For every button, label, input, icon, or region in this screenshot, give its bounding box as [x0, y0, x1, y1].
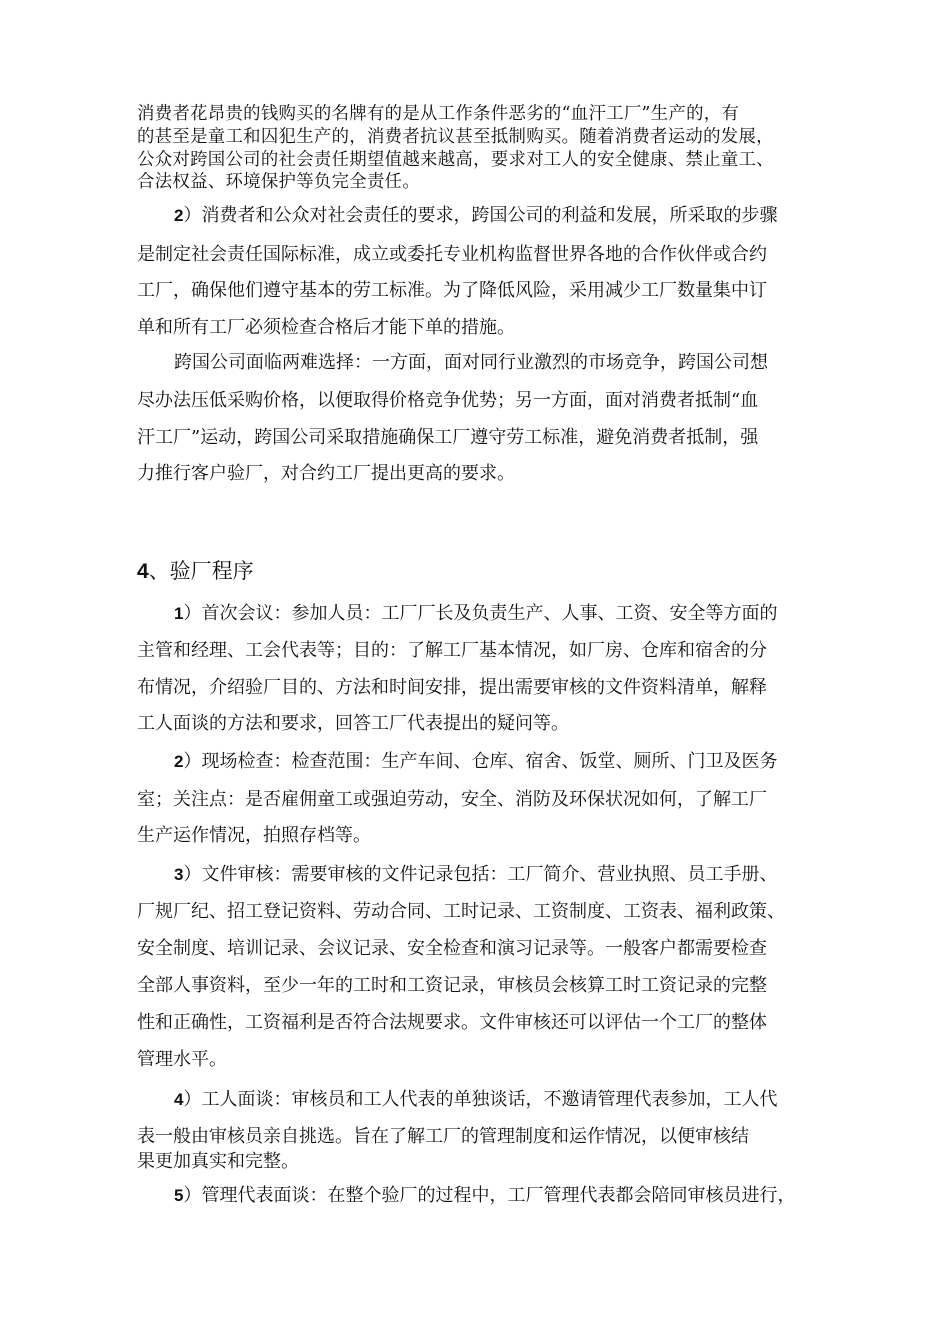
step1-line-2: 主管和经理、工会代表等；目的：了解工厂基本情况，如厂房、仓库和宿舍的分: [137, 640, 767, 661]
step4-line-1: [174, 1089, 777, 1111]
section-number: 4: [137, 560, 149, 583]
step3-line-6: 管理水平。: [137, 1049, 227, 1070]
step2-line-3: 生产运作情况，拍照存档等。: [137, 825, 371, 846]
section-title: 、验厂程序: [148, 559, 254, 583]
point2-line-1: [174, 205, 777, 227]
step1-number: 1: [174, 604, 184, 623]
step3-text-1: ）文件审核：需要审核的文件记录包括：工厂简介、营业执照、员工手册、: [183, 864, 778, 885]
step3-number: 3: [174, 865, 184, 884]
dilemma-line-3: 汗工厂”运动，跨国公司采取措施确保工厂遵守劳工标准，避免消费者抵制，强: [137, 427, 759, 448]
point2-line-3: 工厂，确保他们遵守基本的劳工标准。为了降低风险，采用减少工厂数量集中订: [137, 280, 767, 301]
step5-number: 5: [174, 1186, 184, 1205]
step5-line-1: [174, 1185, 795, 1207]
step1-text-1: ）首次会议：参加人员：工厂厂长及负责生产、人事、工资、安全等方面的: [183, 603, 778, 624]
step3-line-2: 厂规厂纪、招工登记资料、劳动合同、工时记录、工资制度、工资表、福利政策、: [137, 901, 785, 922]
dilemma-line-1: 跨国公司面临两难选择：一方面，面对同行业激烈的市场竞争，跨国公司想: [174, 352, 768, 373]
intro-line-2: 的甚至是童工和囚犯生产的，消费者抗议甚至抵制购买。随着消费者运动的发展，: [137, 127, 774, 147]
point2-line-4: 单和所有工厂必须检查合格后才能下单的措施。: [137, 317, 515, 338]
intro-line-1: 消费者花昂贵的钱购买的名牌有的是从工作条件恶劣的“血汗工厂”生产的，有: [137, 104, 740, 124]
step4-text-1: ）工人面谈：审核员和工人代表的单独谈话，不邀请管理代表参加，工人代: [183, 1089, 778, 1110]
step1-line-1: [174, 603, 777, 625]
point2-text-1: ）消费者和公众对社会责任的要求，跨国公司的利益和发展，所采取的步骤: [183, 205, 778, 226]
dilemma-line-4: 力推行客户验厂，对合约工厂提出更高的要求。: [137, 463, 515, 484]
step3-line-4: 全部人事资料，至少一年的工时和工资记录，审核员会核算工时工资记录的完整: [137, 975, 767, 996]
step3-line-5: 性和正确性，工资福利是否符合法规要求。文件审核还可以评估一个工厂的整体: [137, 1012, 767, 1033]
point2-number: 2: [174, 206, 184, 225]
point2-line-2: 是制定社会责任国际标准，成立或委托专业机构监督世界各地的合作伙伴或合约: [137, 244, 767, 265]
step1-line-3: 布情况，介绍验厂目的、方法和时间安排，提出需要审核的文件资料清单，解释: [137, 677, 767, 698]
step1-line-4: 工人面谈的方法和要求，回答工厂代表提出的疑问等。: [137, 713, 569, 734]
step2-text-1: ）现场检查：检查范围：生产车间、仓库、宿舍、饭堂、厕所、门卫及医务: [183, 751, 778, 772]
intro-line-3: 公众对跨国公司的社会责任期望值越来越高，要求对工人的安全健康、禁止童工、: [137, 150, 774, 170]
step2-number: 2: [174, 752, 184, 771]
section-heading: [137, 558, 254, 585]
intro-line-4: 合法权益、环境保护等负完全责任。: [137, 172, 421, 192]
step2-line-1: [174, 751, 777, 773]
step4-line-3: 果更加真实和完整。: [137, 1151, 299, 1172]
step5-text-1: ）管理代表面谈：在整个验厂的过程中，工厂管理代表都会陪同审核员进行，: [183, 1185, 796, 1206]
step4-line-2: 表一般由审核员亲自挑选。旨在了解工厂的管理制度和运作情况，以便审核结: [137, 1126, 749, 1147]
step2-line-2: 室；关注点：是否雇佣童工或强迫劳动，安全、消防及环保状况如何，了解工厂: [137, 789, 767, 810]
step3-line-3: 安全制度、培训记录、会议记录、安全检查和演习记录等。一般客户都需要检查: [137, 938, 767, 959]
dilemma-line-2: 尽办法压低采购价格，以便取得价格竞争优势；另一方面，面对消费者抵制“血: [137, 390, 759, 411]
step3-line-1: [174, 864, 777, 886]
step4-number: 4: [174, 1090, 184, 1109]
